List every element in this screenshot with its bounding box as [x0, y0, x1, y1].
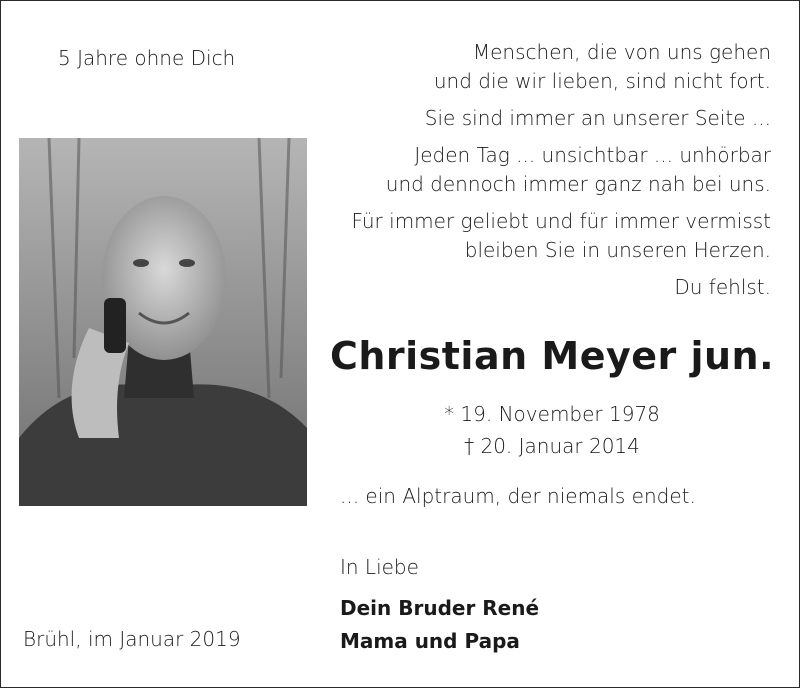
poem — [351, 38, 771, 310]
poem-line: Du fehlst. — [674, 275, 771, 299]
closing-text: In Liebe — [340, 555, 419, 579]
anniversary-text: 5 Jahre ohne Dich — [58, 46, 236, 70]
signature-line: Dein Bruder René — [340, 596, 540, 620]
poem-line: Jeden Tag ... unsichtbar ... unhörbar — [414, 143, 771, 167]
signatures — [340, 592, 539, 658]
poem-line: Menschen, die von uns gehen — [472, 40, 771, 64]
poem-line: Für immer geliebt und für immer vermisst — [351, 209, 771, 233]
place-date: Brühl, im Januar 2019 — [23, 627, 241, 651]
signature-line: Mama und Papa — [340, 629, 520, 653]
poem-stanza-5 — [351, 273, 771, 302]
poem-line: und dennoch immer ganz nah bei uns. — [385, 172, 771, 196]
poem-line: bleiben Sie in unseren Herzen. — [464, 238, 771, 262]
poem-stanza-4 — [351, 207, 771, 265]
poem-stanza-1 — [351, 38, 771, 96]
birth-date: * 19. November 1978 — [444, 402, 660, 426]
life-dates — [317, 398, 787, 462]
poem-stanza-2 — [351, 104, 771, 133]
deceased-name: Christian Meyer jun. — [329, 334, 775, 378]
death-date: † 20. Januar 2014 — [464, 434, 640, 458]
portrait-photo — [19, 138, 307, 506]
quote-text: ... ein Alptraum, der niemals endet. — [340, 484, 696, 508]
poem-line: und die wir lieben, sind nicht fort. — [433, 69, 771, 93]
poem-stanza-3 — [351, 141, 771, 199]
poem-line: Sie sind immer an unserer Seite ... — [424, 106, 771, 130]
